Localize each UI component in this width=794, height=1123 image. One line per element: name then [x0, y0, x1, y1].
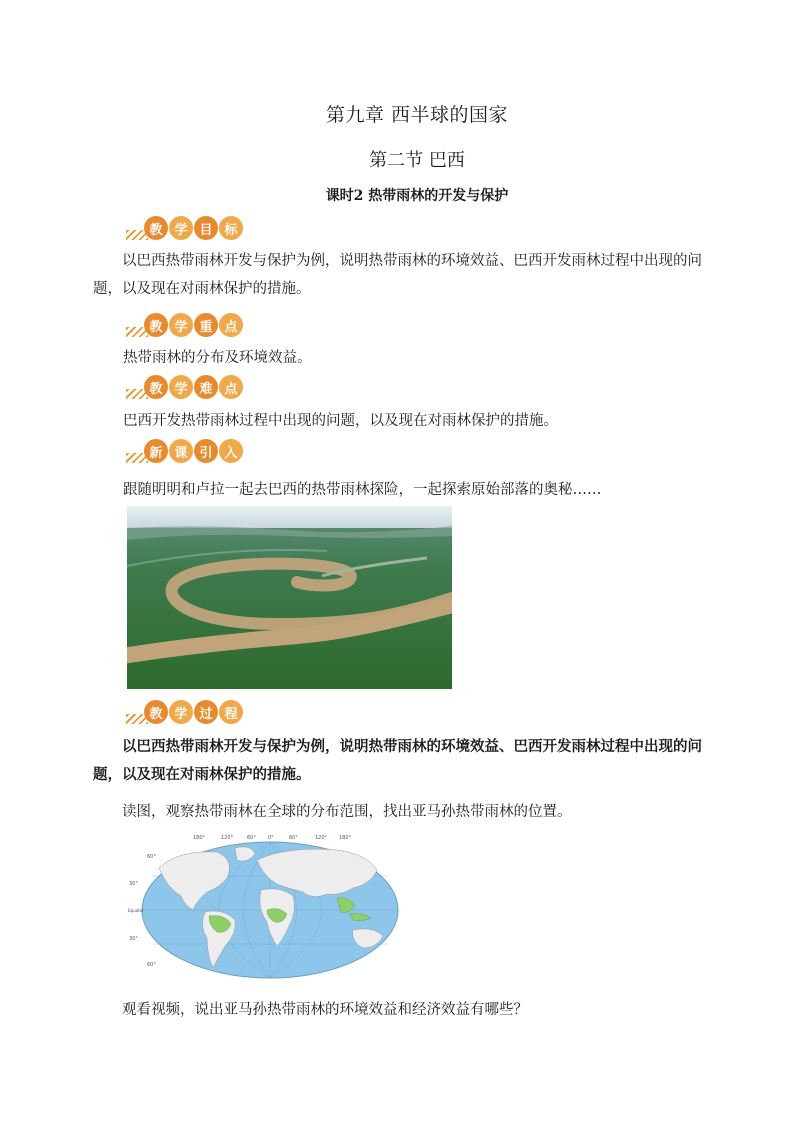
- badge-char: 学: [169, 216, 193, 240]
- badge-teaching-goal: [126, 216, 236, 242]
- video-prompt-text: 观看视频，说出亚马孙热带雨林的环境效益和经济效益有哪些？: [122, 1002, 528, 1018]
- lat-label: 30°: [129, 881, 138, 887]
- difficulty-text: 巴西开发热带雨林过程中出现的问题，以及现在对雨林保护的措施。: [123, 413, 558, 429]
- lon-label: 60°: [289, 835, 298, 841]
- badge-char: 引: [194, 439, 218, 463]
- badge-char: 课: [169, 439, 193, 463]
- badge-difficulty: [126, 375, 236, 401]
- badge-char: 学: [169, 375, 193, 399]
- lon-label: 180°: [193, 835, 206, 841]
- badge-char: 难: [194, 375, 218, 399]
- lon-label: 60°: [247, 835, 256, 841]
- section-title: 第二节 巴西: [369, 150, 465, 171]
- amazon-river-photo: [127, 506, 452, 689]
- badge-char: 标: [219, 216, 243, 240]
- badge-char: 学: [169, 313, 193, 337]
- badge-char: 教: [144, 313, 168, 337]
- goal-text: 以巴西热带雨林开发与保护为例，说明热带雨林的环境效益、巴西开发雨林过程中出现的问题，以及现在对雨林保护的措施。: [93, 253, 702, 297]
- map-prompt-text: 读图，观察热带雨林在全球的分布范围，找出亚马孙热带雨林的位置。: [122, 804, 572, 820]
- badge-char: 教: [144, 700, 168, 724]
- badge-char: 教: [144, 216, 168, 240]
- badge-char: 新: [144, 439, 168, 463]
- badge-teaching-process: [126, 700, 236, 726]
- lat-label: 60°: [147, 854, 156, 860]
- badge-char: 重: [194, 313, 218, 337]
- lesson-title: 课时2 热带雨林的开发与保护: [325, 188, 509, 204]
- badge-key-point: [126, 313, 236, 339]
- badge-char: 教: [144, 375, 168, 399]
- process-bold-text: 以巴西热带雨林开发与保护为例，说明热带雨林的环境效益、巴西开发雨林过程中出现的问题，以及现在对雨林保护的措施。: [93, 738, 702, 783]
- badge-char: 学: [169, 700, 193, 724]
- badge-char: 过: [194, 700, 218, 724]
- lon-label: 120°: [221, 835, 234, 841]
- badge-char: 程: [219, 700, 243, 724]
- chapter-title: 第九章 西半球的国家: [325, 104, 509, 126]
- world-rainforest-map: [127, 830, 409, 985]
- key-text: 热带雨林的分布及环境效益。: [123, 350, 312, 366]
- badge-char: 入: [219, 439, 243, 463]
- badge-lesson-intro: [126, 439, 236, 465]
- lon-label: 0°: [268, 835, 274, 841]
- lat-label: 60°: [147, 962, 156, 968]
- lon-label: 180°: [339, 835, 352, 841]
- lon-label: 120°: [315, 835, 328, 841]
- lat-label: 30°: [129, 936, 138, 942]
- badge-char: 点: [219, 375, 243, 399]
- intro-text: 跟随明明和卢拉一起去巴西的热带雨林探险，一起探索原始部落的奥秘……: [123, 482, 602, 498]
- badge-char: 点: [219, 313, 243, 337]
- lat-label: Equator: [128, 908, 144, 913]
- badge-char: 目: [194, 216, 218, 240]
